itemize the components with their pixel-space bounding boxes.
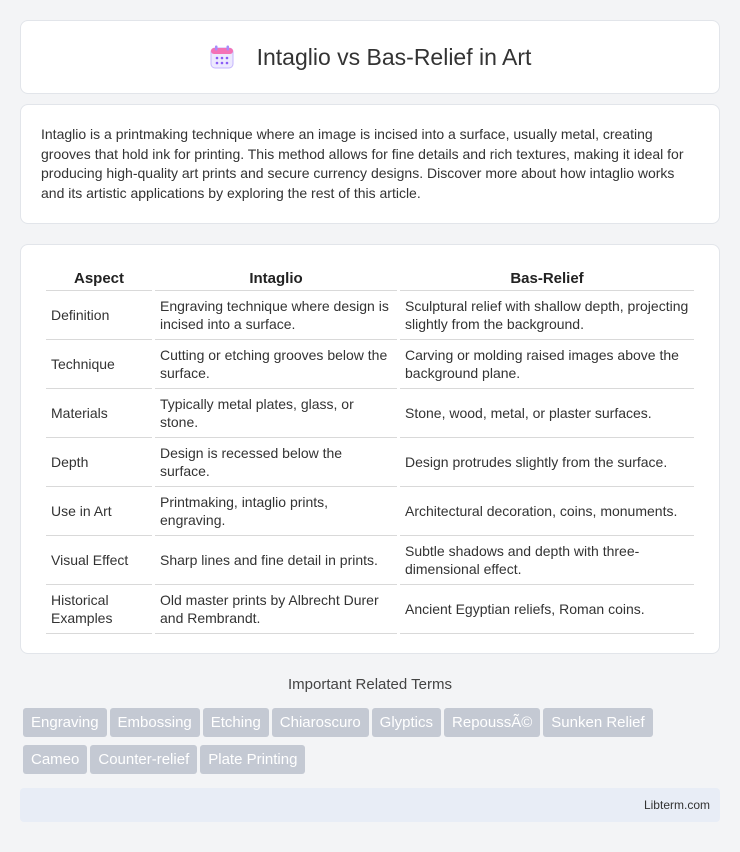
table-cell-bas-relief: Subtle shadows and depth with three-dimensional effect.: [400, 536, 694, 585]
table-cell-bas-relief: Architectural decoration, coins, monuments.: [400, 487, 694, 536]
column-header-aspect: Aspect: [46, 265, 152, 291]
tag-sunken-relief[interactable]: Sunken Relief: [543, 708, 652, 737]
comparison-table: [43, 265, 697, 634]
footer: [20, 788, 720, 822]
tag-glyptics[interactable]: Glyptics: [372, 708, 441, 737]
table-cell-intaglio: Typically metal plates, glass, or stone.: [155, 389, 397, 438]
intro-text: Intaglio is a printmaking technique where an image is incised into a surface, usually metal, creating grooves that hold ink for printing. This method allows for fine details and rich textures, making it ideal for producing high-quality art prints and secure currency designs. Discover more about how intaglio works and its artistic applications by exploring the rest of this article.: [41, 126, 684, 201]
table-cell-bas-relief: Stone, wood, metal, or plaster surfaces.: [400, 389, 694, 438]
table-cell-intaglio: Cutting or etching grooves below the surface.: [155, 340, 397, 389]
tag-plate-printing[interactable]: Plate Printing: [200, 745, 305, 774]
intro-card: [20, 104, 720, 224]
table-cell-aspect: Historical Examples: [46, 585, 152, 634]
calendar-icon: [209, 44, 235, 70]
table-row: [46, 487, 694, 536]
comparison-table-card: [20, 244, 720, 654]
table-row: [46, 585, 694, 634]
table-cell-aspect: Technique: [46, 340, 152, 389]
tag-repousse[interactable]: RepoussÃ©: [444, 708, 540, 737]
tag-embossing[interactable]: Embossing: [110, 708, 200, 737]
table-cell-intaglio: Sharp lines and fine detail in prints.: [155, 536, 397, 585]
table-cell-bas-relief: Carving or molding raised images above the background plane.: [400, 340, 694, 389]
column-header-bas-relief: Bas-Relief: [400, 265, 694, 291]
footer-site-link[interactable]: Libterm.com: [643, 798, 710, 812]
tag-etching[interactable]: Etching: [203, 708, 269, 737]
table-cell-aspect: Materials: [46, 389, 152, 438]
related-terms-title: Important Related Terms: [288, 676, 452, 693]
table-row: [46, 291, 694, 340]
table-row: [46, 438, 694, 487]
table-row: [46, 536, 694, 585]
table-cell-bas-relief: Ancient Egyptian reliefs, Roman coins.: [400, 585, 694, 634]
tag-engraving[interactable]: Engraving: [23, 708, 107, 737]
table-row: [46, 340, 694, 389]
table-row: [46, 389, 694, 438]
column-header-intaglio: Intaglio: [155, 265, 397, 291]
table-cell-intaglio: Engraving technique where design is incised into a surface.: [155, 291, 397, 340]
table-cell-aspect: Use in Art: [46, 487, 152, 536]
table-header-row: [46, 265, 694, 291]
table-cell-intaglio: Printmaking, intaglio prints, engraving.: [155, 487, 397, 536]
table-cell-aspect: Depth: [46, 438, 152, 487]
table-cell-bas-relief: Design protrudes slightly from the surface.: [400, 438, 694, 487]
table-cell-intaglio: Design is recessed below the surface.: [155, 438, 397, 487]
table-cell-bas-relief: Sculptural relief with shallow depth, projecting slightly from the background.: [400, 291, 694, 340]
header-card: [20, 20, 720, 94]
tag-counter-relief[interactable]: Counter-relief: [90, 745, 197, 774]
table-cell-intaglio: Old master prints by Albrecht Durer and Rembrandt.: [155, 585, 397, 634]
related-terms-tags: [23, 708, 723, 782]
page-title: Intaglio vs Bas-Relief in Art: [256, 43, 532, 70]
table-cell-aspect: Definition: [46, 291, 152, 340]
table-cell-aspect: Visual Effect: [46, 536, 152, 585]
tag-cameo[interactable]: Cameo: [23, 745, 87, 774]
tag-chiaroscuro[interactable]: Chiaroscuro: [272, 708, 369, 737]
